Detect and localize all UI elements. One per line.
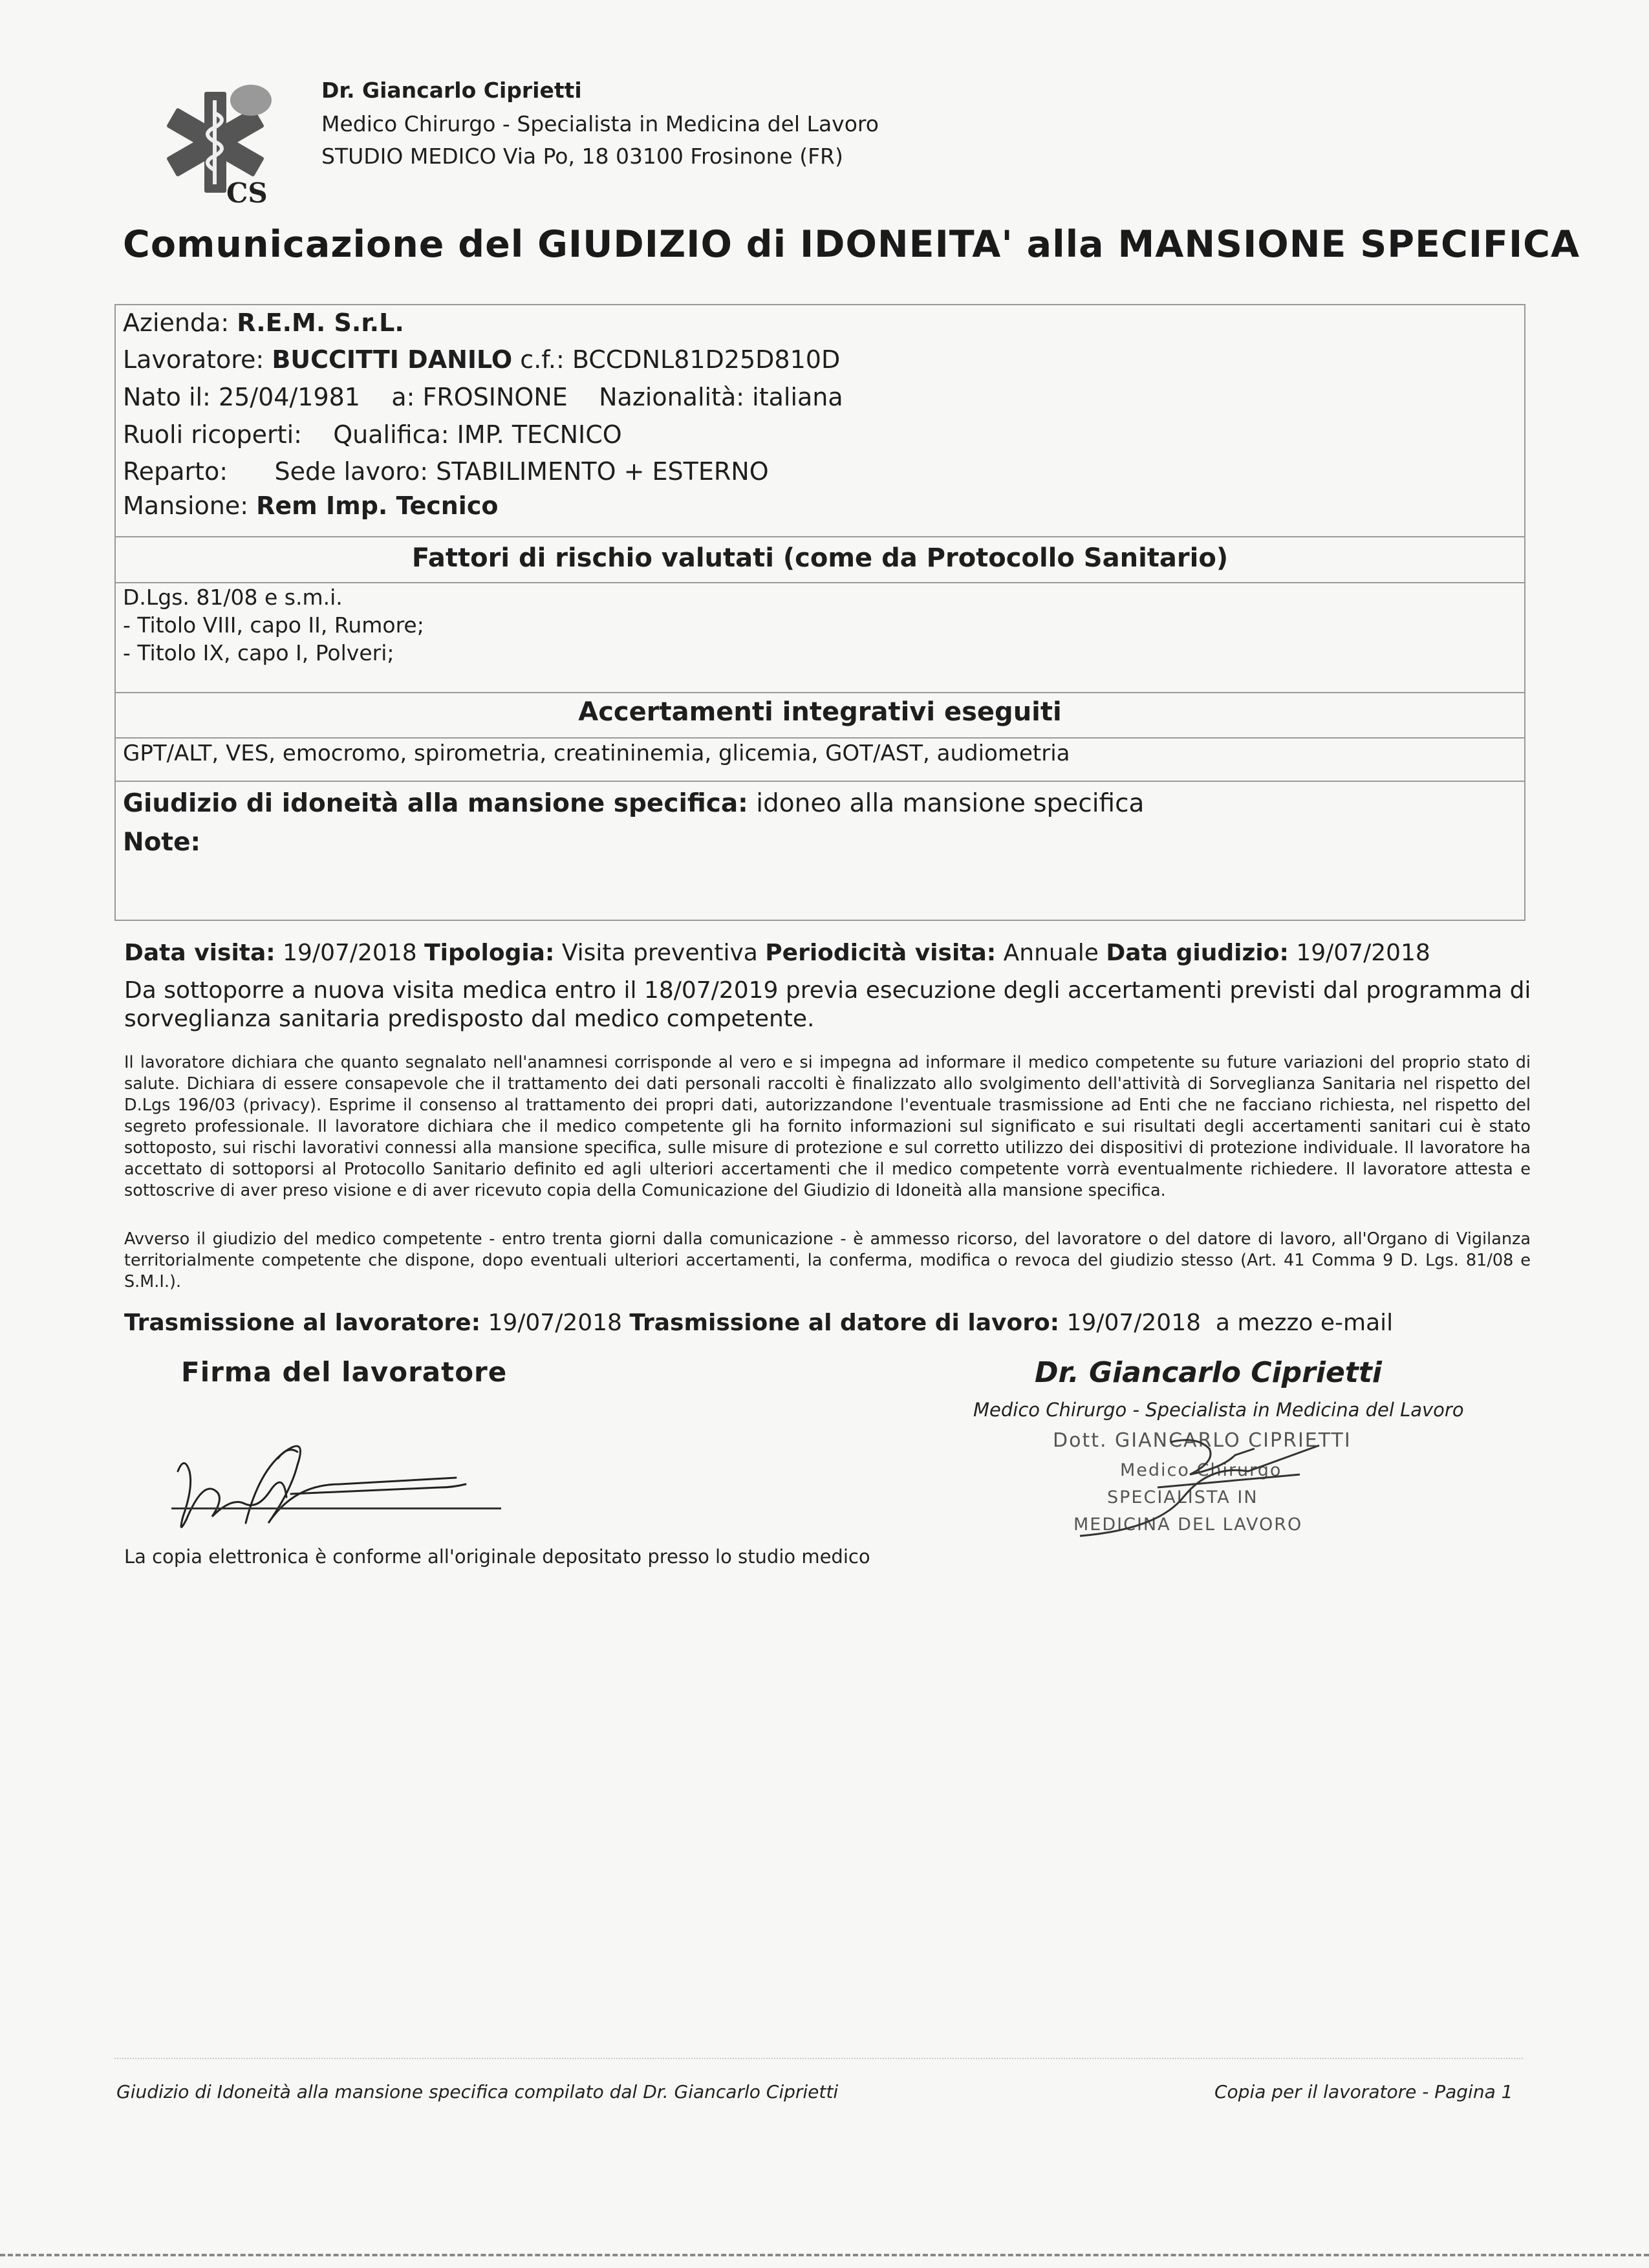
worker-handwritten-signature xyxy=(162,1432,511,1562)
rischi-line: - Titolo IX, capo I, Polveri; xyxy=(123,640,394,665)
stamp-line: Medico Chirurgo xyxy=(1120,1460,1282,1480)
divider xyxy=(116,582,1524,583)
lavoratore-value: BUCCITTI DANILO xyxy=(272,345,513,374)
doctor-title: Medico Chirurgo - Specialista in Medicina del Lavoro xyxy=(321,111,879,136)
accertamenti-text: GPT/ALT, VES, emocromo, spirometria, creatininemia, glicemia, GOT/AST, audiometria xyxy=(123,740,1070,766)
mansione-value: Rem Imp. Tecnico xyxy=(256,491,499,520)
logo-text: CS xyxy=(226,177,268,209)
divider xyxy=(116,737,1524,739)
stamp-line: MEDICINA DEL LAVORO xyxy=(1073,1515,1303,1535)
ruoli-row: Ruoli ricoperti: Qualifica: IMP. TECNICO xyxy=(123,420,622,449)
doctor-signature-title: Medico Chirurgo - Specialista in Medicina del Lavoro xyxy=(973,1399,1464,1421)
worker-signature-label: Firma del lavoratore xyxy=(181,1356,508,1388)
note-label: Note: xyxy=(123,828,201,857)
next-visit-text: Da sottoporre a nuova visita medica entro il 18/07/2019 previa esecuzione degli accertamenti previsti dal programma di sorveglianza sanitaria predisposto dal medico competente. xyxy=(124,977,1531,1032)
signature-line xyxy=(171,1507,501,1509)
rischi-heading: Fattori di rischio valutati (come da Protocollo Sanitario) xyxy=(411,543,1229,573)
divider xyxy=(116,536,1524,537)
accertamenti-heading: Accertamenti integrativi eseguiti xyxy=(578,697,1062,727)
footer-page-info: Copia per il lavoratore - Pagina 1 xyxy=(1214,2081,1513,2102)
lavoratore-row: Lavoratore: BUCCITTI DANILO c.f.: BCCDNL81D25D810D xyxy=(123,345,841,374)
stamp-line: SPECIALISTA IN xyxy=(1107,1487,1258,1507)
doctor-handwritten-signature xyxy=(1041,1429,1403,1559)
studio-address: STUDIO MEDICO Via Po, 18 03100 Frosinone (FR) xyxy=(321,144,843,169)
scan-edge xyxy=(0,2254,1649,2256)
nascita-row: Nato il: 25/04/1981 a: FROSINONE Nazionalità: italiana xyxy=(123,383,843,411)
rischi-line: - Titolo VIII, capo II, Rumore; xyxy=(123,612,424,638)
doctor-name: Dr. Giancarlo Ciprietti xyxy=(321,78,582,103)
doctor-signature-name: Dr. Giancarlo Ciprietti xyxy=(1035,1356,1382,1389)
giudizio-value: idoneo alla mansione specifica xyxy=(756,789,1145,818)
reparto-row: Reparto: Sede lavoro: STABILIMENTO + ESTERNO xyxy=(123,457,769,486)
legal-paragraph-1: Il lavoratore dichiara che quanto segnalato nell'anamnesi corrisponde al vero e si impegna ad informare il medico competente su future variazioni del proprio stato di salute. Dichiara di essere consapevole che il trattamento dei dati personali raccolti è finalizzato allo svolgimento dell'attività di Sorveglianza Sanitaria nel rispetto del D.Lgs 196/03 (privacy). Esprime il consenso al trattamento dei propri dati, autorizzandone l'eventuale trasmissione ad Enti che ne facciano richiesta, nel rispetto del segreto professionale. Il lavoratore dichiara che il medico competente gli ha fornito informazioni sul significato e sui risultati degli accertamenti sanitari cui è stato sottoposto, sui rischi lavorativi connessi alla mansione specifica, sulle misure di protezione e sul corretto utilizzo dei dispositivi di protezione individuale. Il lavoratore ha accettato di sottoporsi al Protocollo Sanitario definito ed agli ulteriori accertamenti che il medico competente vorrà eventualmente richiedere. Il lavoratore attesta e sottoscrive di aver preso visione e di aver ricevuto copia della Comunicazione del Giudizio di Idoneità alla mansione specifica. xyxy=(124,1053,1531,1200)
rischi-line: D.Lgs. 81/08 e s.m.i. xyxy=(123,585,343,610)
visit-info-row: Data visita: 19/07/2018 Tipologia: Visita preventiva Periodicità visita: Annuale Data giudizio: 19/07/2018 xyxy=(124,940,1430,966)
stamp-line: Dott. GIANCARLO CIPRIETTI xyxy=(1053,1429,1352,1452)
copy-conformity-note: La copia elettronica è conforme all'originale depositato presso lo studio medico xyxy=(124,1546,870,1568)
azienda-row: Azienda: R.E.M. S.r.L. xyxy=(123,308,404,337)
trasmissione-row: Trasmissione al lavoratore: 19/07/2018 Trasmissione al datore di lavoro: 19/07/2018 a mezzo e-mail xyxy=(124,1310,1394,1336)
footer-left-text: Giudizio di Idoneità alla mansione specifica compilato dal Dr. Giancarlo Ciprietti xyxy=(116,2081,839,2102)
document-title: Comunicazione del GIUDIZIO di IDONEITA' alla MANSIONE SPECIFICA xyxy=(123,223,1580,266)
divider xyxy=(116,781,1524,782)
legal-paragraph-2: Avverso il giudizio del medico competente - entro trenta giorni dalla comunicazione - è ammesso ricorso, del lavoratore o del datore di lavoro, all'Organo di Vigilanza territorialmente competente che dispone, dopo eventuali ulteriori accertamenti, la conferma, modifica o revoca del giudizio stesso (Art. 41 Comma 9 D. Lgs. 81/08 e S.M.I.). xyxy=(124,1229,1531,1291)
divider xyxy=(116,692,1524,693)
footer-divider xyxy=(114,2058,1523,2059)
medical-star-of-life-logo xyxy=(154,74,277,210)
judgment-form-box xyxy=(114,304,1525,921)
azienda-value: R.E.M. S.r.L. xyxy=(237,308,404,337)
giudizio-row: Giudizio di idoneità alla mansione specifica: idoneo alla mansione specifica xyxy=(123,789,1145,818)
doctor-stamp xyxy=(1041,1429,1403,1559)
codice-fiscale: BCCDNL81D25D810D xyxy=(572,345,841,374)
mansione-row: Mansione: Rem Imp. Tecnico xyxy=(123,491,499,520)
